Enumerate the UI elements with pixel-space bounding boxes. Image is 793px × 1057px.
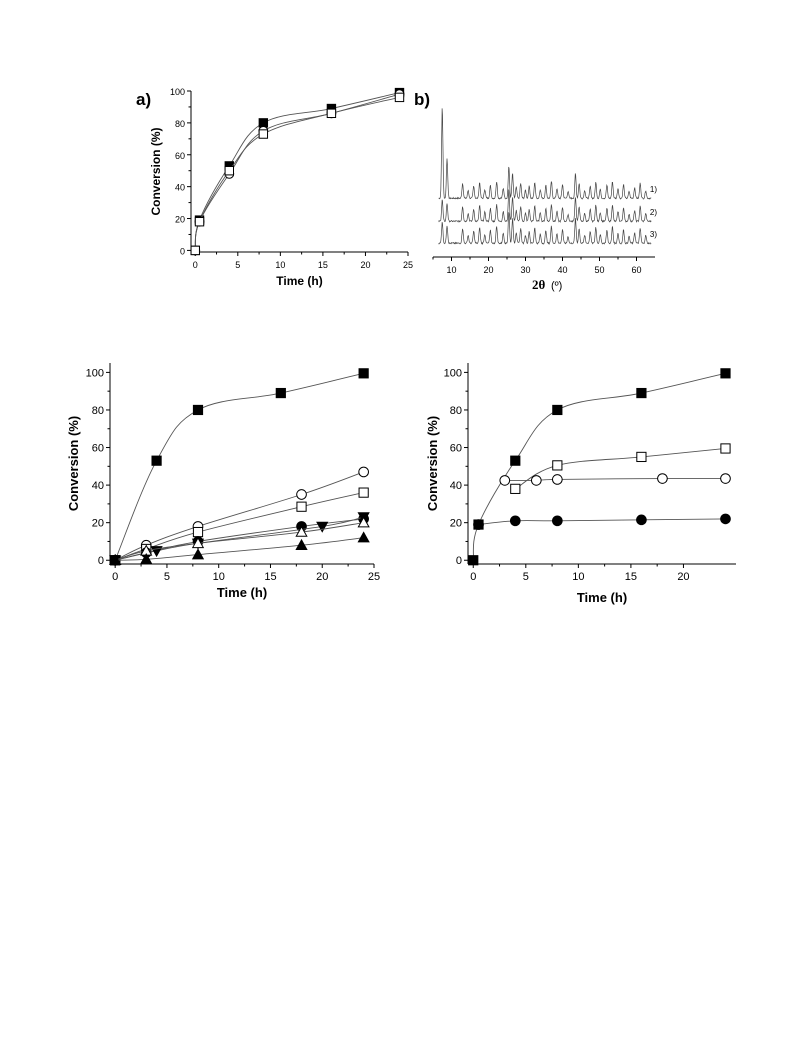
x-tick-label: 50 <box>594 265 605 275</box>
y-tick-label: 100 <box>85 367 104 380</box>
xrd-trace-label: 3) <box>649 230 657 239</box>
chart-3 <box>66 363 380 600</box>
data-point <box>637 452 646 461</box>
data-point <box>327 109 335 117</box>
x-axis-label-symbol: 2θ <box>532 277 546 292</box>
data-point <box>358 532 369 542</box>
x-tick-label: 20 <box>316 571 329 583</box>
data-point <box>359 488 368 497</box>
data-point <box>510 516 520 526</box>
data-point <box>193 405 202 414</box>
data-point <box>553 475 563 485</box>
data-point <box>152 456 161 465</box>
xrd-trace-1 <box>439 108 658 199</box>
xrd-trace-line <box>439 108 652 199</box>
y-tick-label: 20 <box>449 517 462 530</box>
y-tick-label: 0 <box>179 246 185 257</box>
x-tick-label: 5 <box>235 260 241 270</box>
x-tick-label: 20 <box>360 260 371 270</box>
data-point <box>191 246 199 254</box>
data-point <box>531 476 541 486</box>
series-line <box>115 523 363 561</box>
data-point <box>553 516 563 526</box>
panel-label: b) <box>414 90 431 109</box>
series-2 <box>191 90 404 255</box>
x-tick-label: 0 <box>470 571 477 583</box>
x-tick-label: 5 <box>163 571 171 583</box>
x-tick-label: 40 <box>557 265 568 275</box>
y-tick-label: 80 <box>91 404 104 417</box>
xrd-trace-label: 2) <box>649 208 657 217</box>
x-tick-label: 30 <box>520 265 531 275</box>
y-tick-label: 80 <box>449 404 462 417</box>
data-point <box>511 484 520 493</box>
data-point <box>395 93 403 101</box>
data-point <box>195 218 203 226</box>
data-point <box>225 167 233 175</box>
data-point <box>658 474 668 484</box>
series-line <box>115 373 363 560</box>
series-4 <box>474 514 731 529</box>
x-tick-label: 5 <box>522 571 529 583</box>
y-tick-label: 60 <box>174 150 185 161</box>
y-tick-label: 100 <box>169 87 185 97</box>
x-tick-label: 25 <box>402 260 414 270</box>
data-point <box>193 527 202 536</box>
x-tick-label: 10 <box>572 571 585 583</box>
series-3 <box>191 93 404 254</box>
data-point <box>474 520 484 530</box>
y-tick-label: 60 <box>449 442 462 455</box>
data-point <box>721 474 731 484</box>
x-tick-label: 15 <box>264 571 277 583</box>
chart-1 <box>136 87 413 288</box>
y-axis-label: Conversion (%) <box>425 415 440 512</box>
data-point <box>469 556 478 565</box>
y-tick-label: 40 <box>174 182 185 193</box>
chart-2 <box>414 90 657 292</box>
data-point <box>297 502 306 511</box>
x-tick-label: 60 <box>631 265 642 275</box>
data-point <box>500 476 510 486</box>
x-axis-label: Time (h) <box>276 274 323 288</box>
xrd-trace-label: 1) <box>649 185 657 194</box>
series-3 <box>500 474 730 486</box>
y-tick-label: 40 <box>91 480 104 493</box>
y-tick-label: 40 <box>449 480 462 493</box>
x-axis-label: Time (h) <box>576 590 628 605</box>
x-axis-label <box>532 277 562 292</box>
data-point <box>637 515 647 525</box>
x-tick-label: 10 <box>212 571 225 583</box>
data-point <box>553 405 562 414</box>
y-tick-label: 20 <box>91 517 104 530</box>
x-axis-label-unit: (º) <box>551 280 563 292</box>
x-axis-label: Time (h) <box>216 585 268 600</box>
x-tick-label: 0 <box>192 260 198 270</box>
data-point <box>511 456 520 465</box>
data-point <box>359 369 368 378</box>
data-point <box>259 130 267 138</box>
y-tick-label: 60 <box>91 442 104 455</box>
x-tick-label: 10 <box>446 265 457 275</box>
data-point <box>259 119 267 127</box>
series-1 <box>191 88 404 254</box>
y-tick-label: 80 <box>174 118 185 129</box>
data-point <box>721 444 730 453</box>
data-point <box>721 369 730 378</box>
y-tick-label: 0 <box>97 555 104 568</box>
data-point <box>637 388 646 397</box>
x-tick-label: 20 <box>677 571 690 583</box>
data-point <box>276 388 285 397</box>
x-tick-label: 25 <box>367 571 381 583</box>
chart-4 <box>425 363 736 605</box>
x-tick-label: 20 <box>483 265 494 275</box>
y-tick-label: 20 <box>174 214 185 225</box>
x-tick-label: 15 <box>317 260 328 270</box>
y-axis-label: Conversion (%) <box>66 415 81 512</box>
series-line <box>473 373 725 560</box>
series-2 <box>511 444 730 494</box>
y-axis-label: Conversion (%) <box>149 127 163 216</box>
x-tick-label: 15 <box>624 571 638 583</box>
series-1 <box>469 369 730 565</box>
data-point <box>553 461 562 470</box>
data-point <box>297 490 307 500</box>
x-tick-label: 10 <box>275 260 286 270</box>
panel-label: a) <box>136 90 152 109</box>
y-tick-label: 100 <box>443 367 462 380</box>
x-tick-label: 0 <box>112 571 119 583</box>
data-point <box>359 467 369 477</box>
data-point <box>721 514 731 524</box>
y-tick-label: 0 <box>455 555 462 568</box>
series-line <box>515 448 725 488</box>
